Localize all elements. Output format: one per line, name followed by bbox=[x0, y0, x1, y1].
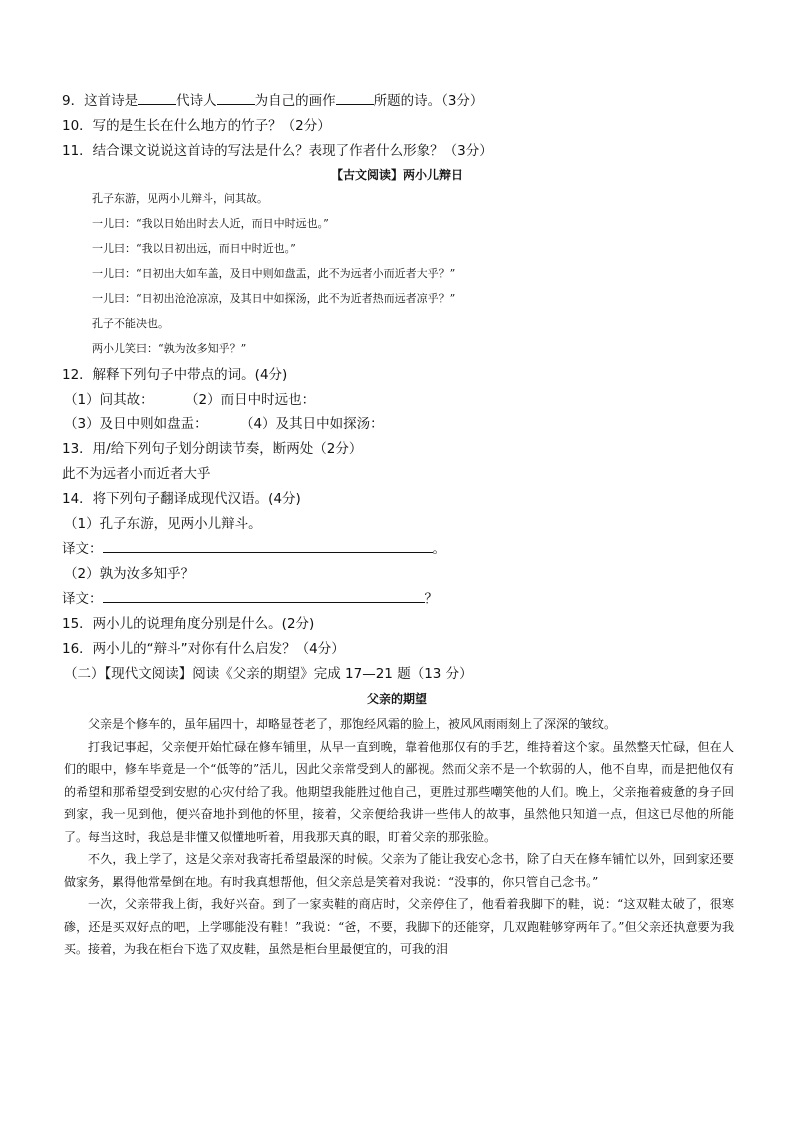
classical-line-4: 一儿曰：“日初出大如车盖，及日中则如盘盂，此不为远者小而近者大乎？” bbox=[92, 267, 456, 280]
story-paragraph-2: 打我记事起，父亲便开始忙碌在修车铺里，从早一直到晚，靠着他那仅有的手艺，维持着这个家。虽然整天忙碌，但在人们的眼中，修车毕竟是一个“低等的”活儿，因此父亲常受到人的鄙视。然而父亲不是一个软弱的人，他不自卑，而是把他仅有的希望和那希望受到安慰的心灾付给了我。他期望我能胜过他自己，更胜过那些嘲笑他的人们。晚上，父亲拖着疲惫的身子回到家，我一见到他，便兴奋地扑到他的怀里，接着，父亲便给我讲一些伟人的故事，虽然他只知道一点，但这已尽他的所能了。每当这时，我总是非懂又似懂地听着，用我那天真的眼，盯着父亲的那张脸。 bbox=[64, 739, 734, 844]
question-11: 11．结合课文说说这首诗的写法是什么？表现了作者什么形象？（3分） bbox=[62, 143, 493, 159]
q9-blank-2[interactable] bbox=[217, 92, 255, 105]
classical-line-3: 一儿曰：“我以日初出远，而日中时近也。” bbox=[92, 242, 296, 255]
question-mark: ？ bbox=[424, 591, 438, 607]
question-14: 14．将下列句子翻译成现代汉语。(4分) bbox=[62, 491, 301, 507]
classical-reading-title: 【古文阅读】两小儿辩日 bbox=[330, 168, 463, 182]
translation-label: 译文： bbox=[62, 541, 103, 557]
story-paragraph-4: 一次，父亲带我上街，我好兴奋。到了一家卖鞋的商店时，父亲停住了，他看着我脚下的鞋，说：“这双鞋太破了，很寒碜，还是买双好点的吧，上学哪能没有鞋！”我说：“爸，不要，我脚下的还能穿，几双跑鞋够穿两年了。”但父亲还执意要为我买。接着，为我在柜台下选了双皮鞋，虽然是柜台里最便宜的，可我的泪 bbox=[64, 897, 734, 956]
q9-text-d: 所题的诗。（3分） bbox=[373, 93, 484, 109]
story-body bbox=[64, 713, 734, 961]
section-2-heading: （二）【现代文阅读】阅读《父亲的期望》完成 17—21 题（13 分） bbox=[64, 666, 473, 682]
q12-item-4: （4）及其日中如探汤： bbox=[240, 416, 384, 432]
classical-line-7: 两小儿笑曰：“孰为汝多知乎？” bbox=[92, 342, 247, 355]
classical-line-6: 孔子不能决也。 bbox=[92, 317, 169, 330]
q9-text-a: 9．这首诗是 bbox=[62, 93, 139, 109]
q14-answer-2 bbox=[62, 590, 438, 608]
question-13: 13．用/给下列句子划分朗读节奏，断两处（2分） bbox=[62, 441, 363, 457]
classical-line-5: 一儿曰：“日初出沧沧凉凉，及其日中如探汤，此不为近者热而远者凉乎？” bbox=[92, 292, 456, 305]
question-12: 12．解释下列句子中带点的词。(4分) bbox=[62, 367, 288, 383]
question-10: 10．写的是生长在什么地方的竹子？（2分） bbox=[62, 118, 331, 134]
q9-blank-3[interactable] bbox=[336, 92, 374, 105]
q9-text-c: 为自己的画作 bbox=[254, 93, 336, 109]
q14-item-1: （1）孔子东游，见两小儿辩斗。 bbox=[64, 516, 262, 532]
translation-blank-1[interactable] bbox=[103, 540, 433, 553]
story-paragraph-1: 父亲是个修车的，虽年届四十，却略显苍老了，那饱经风霜的脸上，被风风雨雨刻上了深深的皱纹。 bbox=[88, 717, 617, 731]
q12-item-2: （2）而日中时远也： bbox=[185, 392, 316, 408]
question-15: 15．两小儿的说理角度分别是什么。(2分) bbox=[62, 616, 315, 632]
story-title: 父亲的期望 bbox=[366, 692, 427, 706]
classical-line-2: 一儿曰：“我以日始出时去人近，而日中时远也。” bbox=[92, 217, 329, 230]
q12-item-3: （3）及日中则如盘盂： bbox=[64, 416, 208, 432]
q14-item-2: （2）孰为汝多知乎？ bbox=[64, 566, 195, 582]
q12-item-1: （1）问其故： bbox=[64, 392, 154, 408]
translation-blank-2[interactable] bbox=[103, 590, 425, 603]
q9-blank-1[interactable] bbox=[138, 92, 176, 105]
classical-line-1: 孔子东游，见两小儿辩斗，问其故。 bbox=[92, 192, 268, 205]
translation-label: 译文： bbox=[62, 591, 103, 607]
question-16: 16．两小儿的“辩斗”对你有什么启发？（4分） bbox=[62, 641, 345, 657]
q13-sentence: 此不为远者小而近者大乎 bbox=[62, 466, 211, 482]
period-mark: 。 bbox=[432, 541, 446, 557]
q9-text-b: 代诗人 bbox=[176, 93, 217, 109]
question-9 bbox=[62, 92, 483, 110]
q14-answer-1 bbox=[62, 540, 446, 558]
story-paragraph-3: 不久，我上学了，这是父亲对我寄托希望最深的时候。父亲为了能让我安心念书，除了白天在修车铺忙以外，回到家还要做家务，累得他常晕倒在地。有时我真想帮他，但父亲总是笑着对我说：“没事的，你只管自己念书。” bbox=[64, 852, 734, 889]
